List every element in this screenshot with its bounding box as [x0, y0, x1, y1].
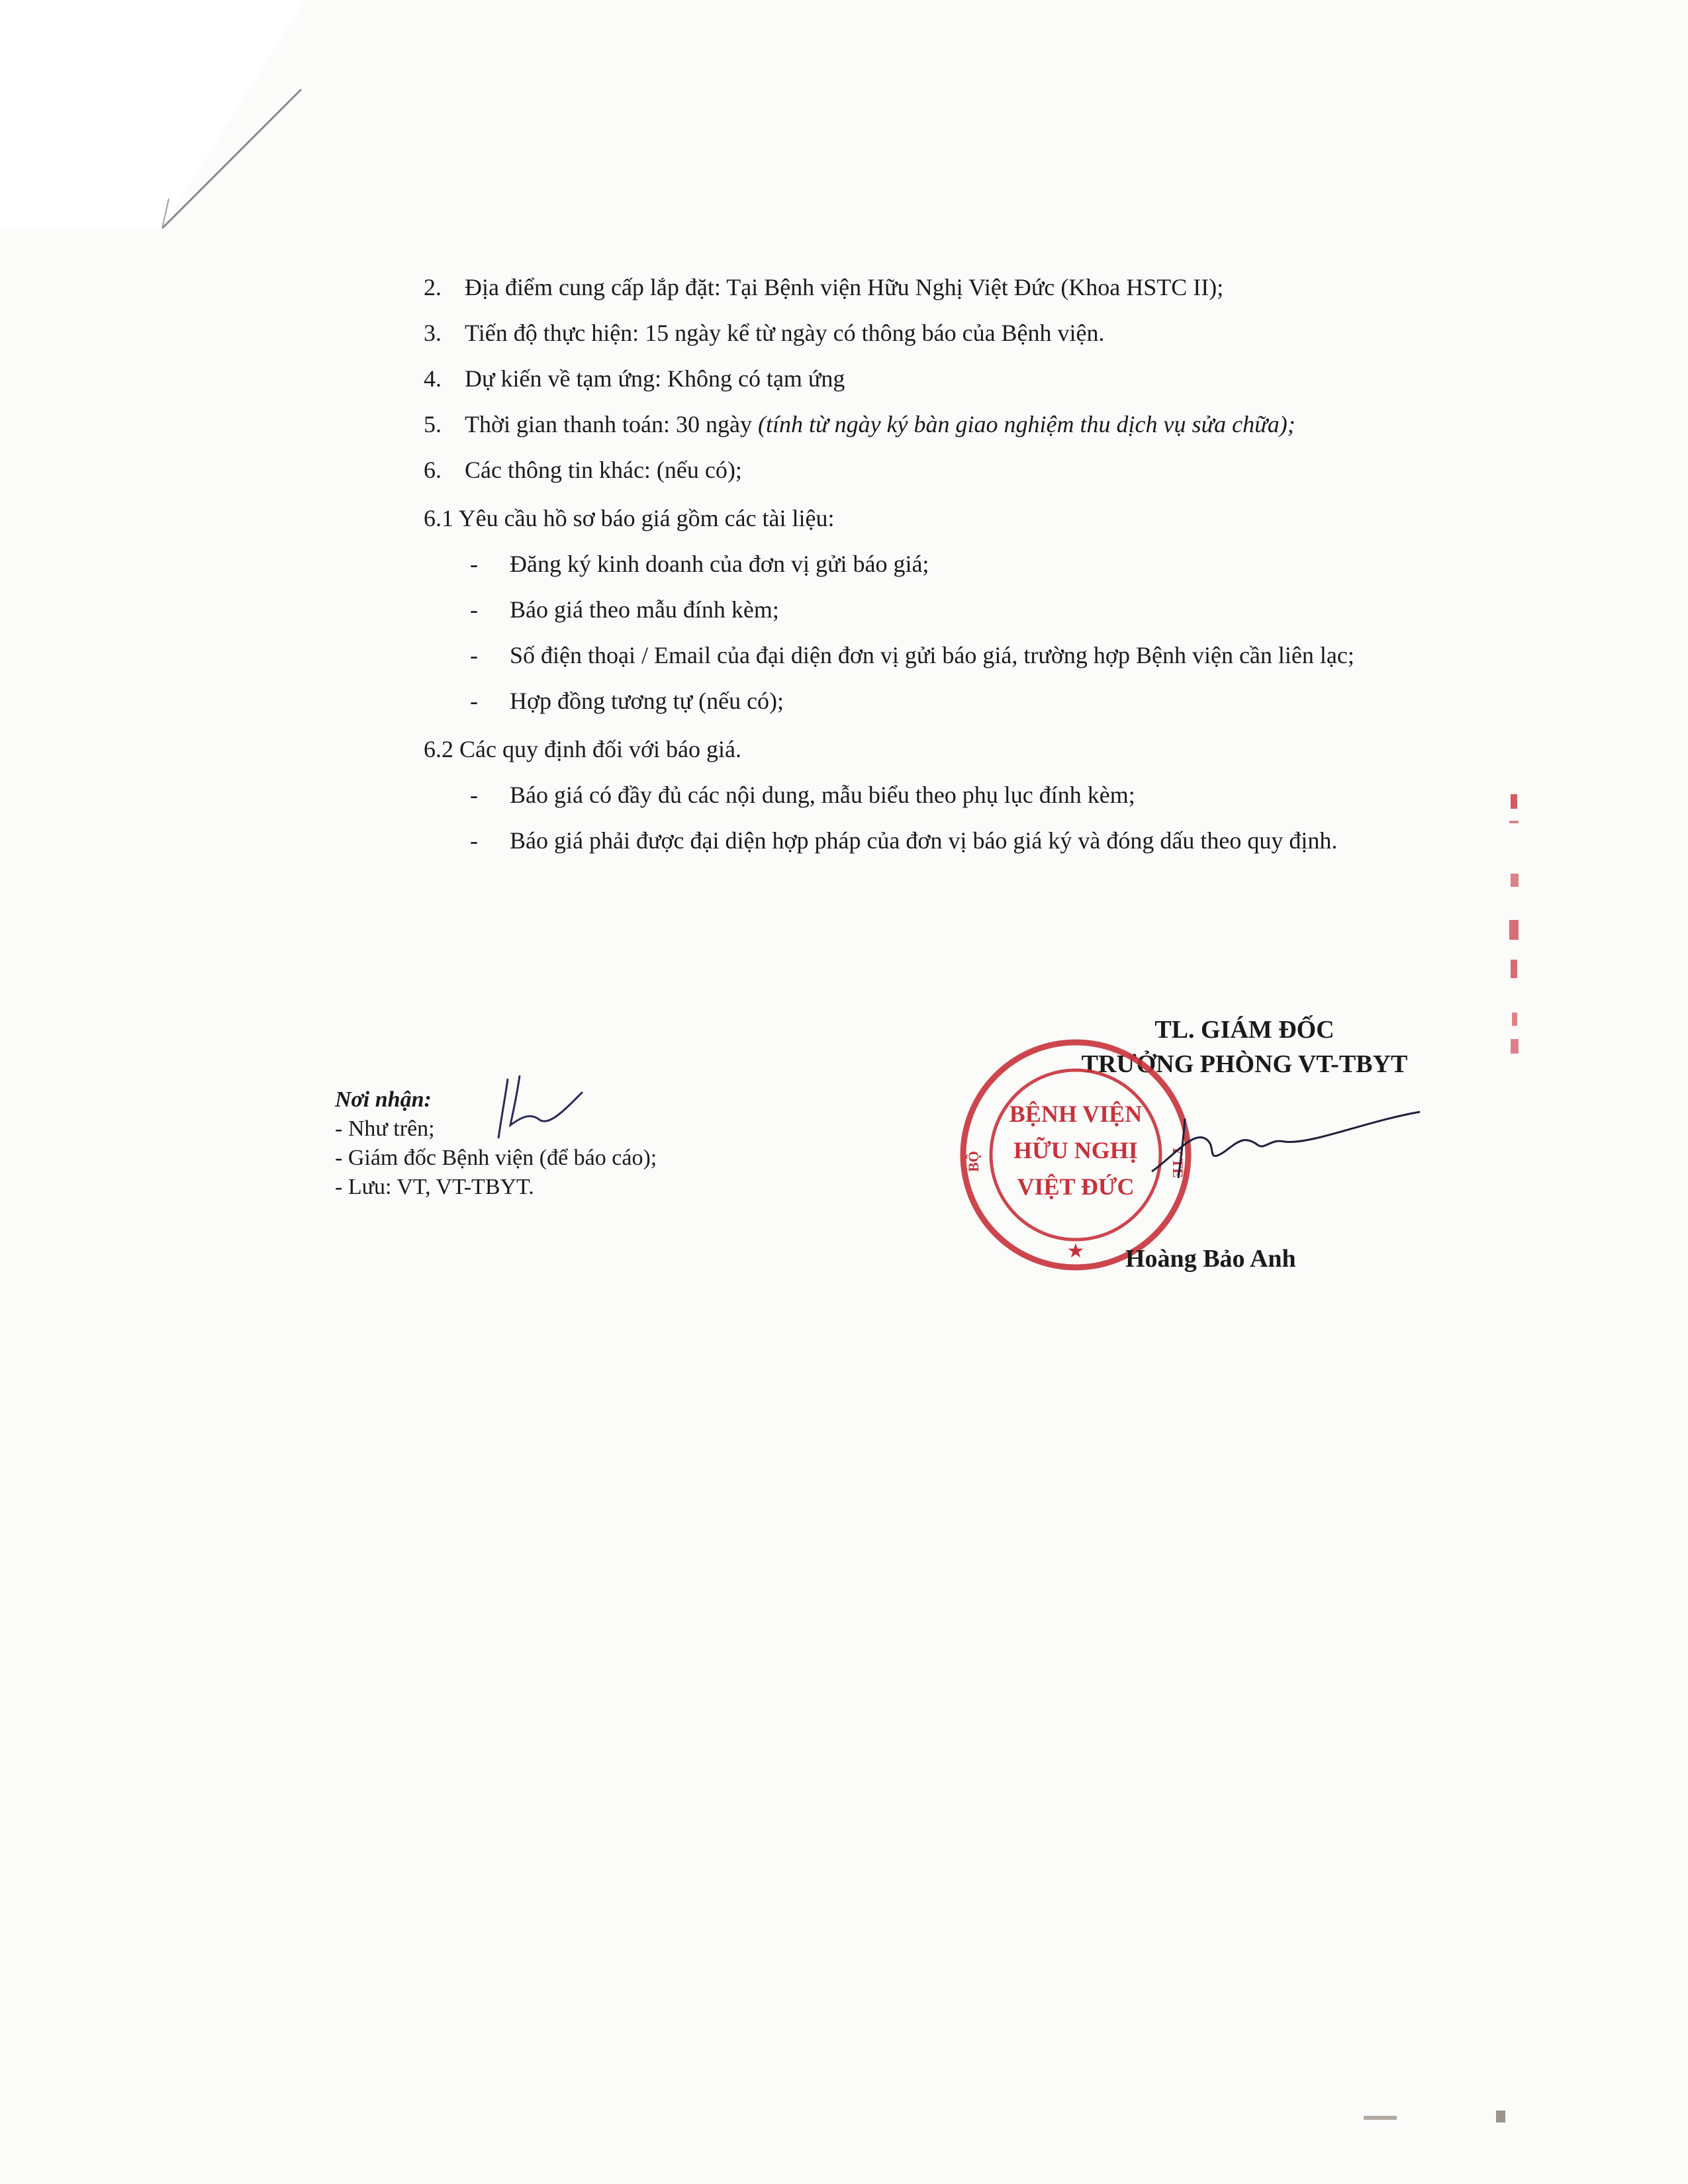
bullet-dash: -	[470, 596, 478, 623]
payment-text: Thời gian thanh toán: 30 ngày	[465, 411, 758, 437]
section-6-2-heading: 6.2 Các quy định đối với báo giá.	[424, 736, 741, 762]
bullet-item	[424, 772, 1417, 818]
section-6-1-heading: 6.1 Yêu cầu hồ sơ báo giá gồm các tài liệu:	[424, 505, 835, 531]
bullet-item	[424, 541, 1417, 587]
bullet-dash: -	[470, 642, 478, 668]
document-body	[424, 265, 1417, 864]
stamp-line-2: HỮU NGHỊ	[1013, 1137, 1138, 1163]
bullet-text: Đăng ký kinh doanh của đơn vị gửi báo giá;	[510, 551, 929, 577]
bullet-text: Báo giá có đầy đủ các nội dung, mẫu biểu theo phụ lục đính kèm;	[510, 782, 1135, 808]
bullet-dash: -	[470, 827, 478, 854]
bullet-item	[424, 818, 1417, 864]
bullet-text: Hợp đồng tương tự (nếu có);	[510, 688, 784, 714]
bullet-item	[424, 678, 1417, 724]
item-text: Địa điểm cung cấp lắp đặt: Tại Bệnh viện Hữu Nghị Việt Đức (Khoa HSTC II);	[465, 274, 1224, 300]
bullet-dash: -	[470, 551, 478, 577]
bullet-text: Số điện thoại / Email của đại diện đơn vị gửi báo giá, trường hợp Bệnh viện cần liên lạc;	[510, 642, 1354, 668]
stamp-line-1: BỆNH VIỆN	[1009, 1101, 1143, 1127]
signer-title-1: TL. GIÁM ĐỐC	[1154, 1016, 1335, 1044]
item-number: 2.	[424, 274, 442, 300]
stamp-right-text: Y TẾ	[1170, 1145, 1186, 1178]
list-item	[424, 265, 1417, 310]
item-text	[465, 402, 1417, 447]
scan-edge-mark	[1350, 2108, 1509, 2128]
stamp-star-icon: ★	[1066, 1240, 1085, 1262]
edge-stamp-fragment	[1503, 794, 1529, 1072]
signer-name: Hoàng Bảo Anh	[1125, 1245, 1296, 1273]
item-number: 4.	[424, 365, 442, 392]
item-number: 6.	[424, 457, 442, 483]
item-number: 3.	[424, 320, 442, 346]
list-item	[424, 402, 1417, 447]
signer-title-2: TRƯỞNG PHÒNG VT-TBYT	[1081, 1050, 1408, 1078]
bullet-text: Báo giá theo mẫu đính kèm;	[510, 596, 779, 623]
item-number: 5.	[424, 411, 442, 437]
list-item	[424, 356, 1417, 402]
stamp-left-text: BỘ	[965, 1151, 982, 1172]
item-text: Các thông tin khác: (nếu có);	[465, 457, 742, 483]
recipient-line: - Như trên;	[335, 1116, 435, 1141]
bullet-text: Báo giá phải được đại diện hợp pháp của đơn vị báo giá ký và đóng dấu theo quy định.	[510, 827, 1338, 854]
list-item	[424, 310, 1417, 356]
list-item	[424, 447, 1417, 493]
bullet-item	[424, 587, 1417, 633]
initials-signature	[493, 1072, 586, 1145]
recipient-line: - Lưu: VT, VT-TBYT.	[335, 1175, 534, 1199]
stamp-line-3: VIỆT ĐỨC	[1017, 1173, 1135, 1200]
handwritten-signature	[1145, 1105, 1423, 1185]
item-text: Dự kiến về tạm ứng: Không có tạm ứng	[465, 365, 845, 392]
item-text: Tiến độ thực hiện: 15 ngày kể từ ngày có thông báo của Bệnh viện.	[465, 320, 1105, 346]
recipients-label: Nơi nhận:	[335, 1087, 432, 1112]
recipient-line: - Giám đốc Bệnh viện (để báo cáo);	[335, 1146, 657, 1170]
bullet-item	[424, 633, 1417, 678]
payment-note: (tính từ ngày ký bàn giao nghiệm thu dịch vụ sửa chữa);	[757, 411, 1295, 437]
bullet-dash: -	[470, 688, 478, 714]
bullet-dash: -	[470, 782, 478, 808]
